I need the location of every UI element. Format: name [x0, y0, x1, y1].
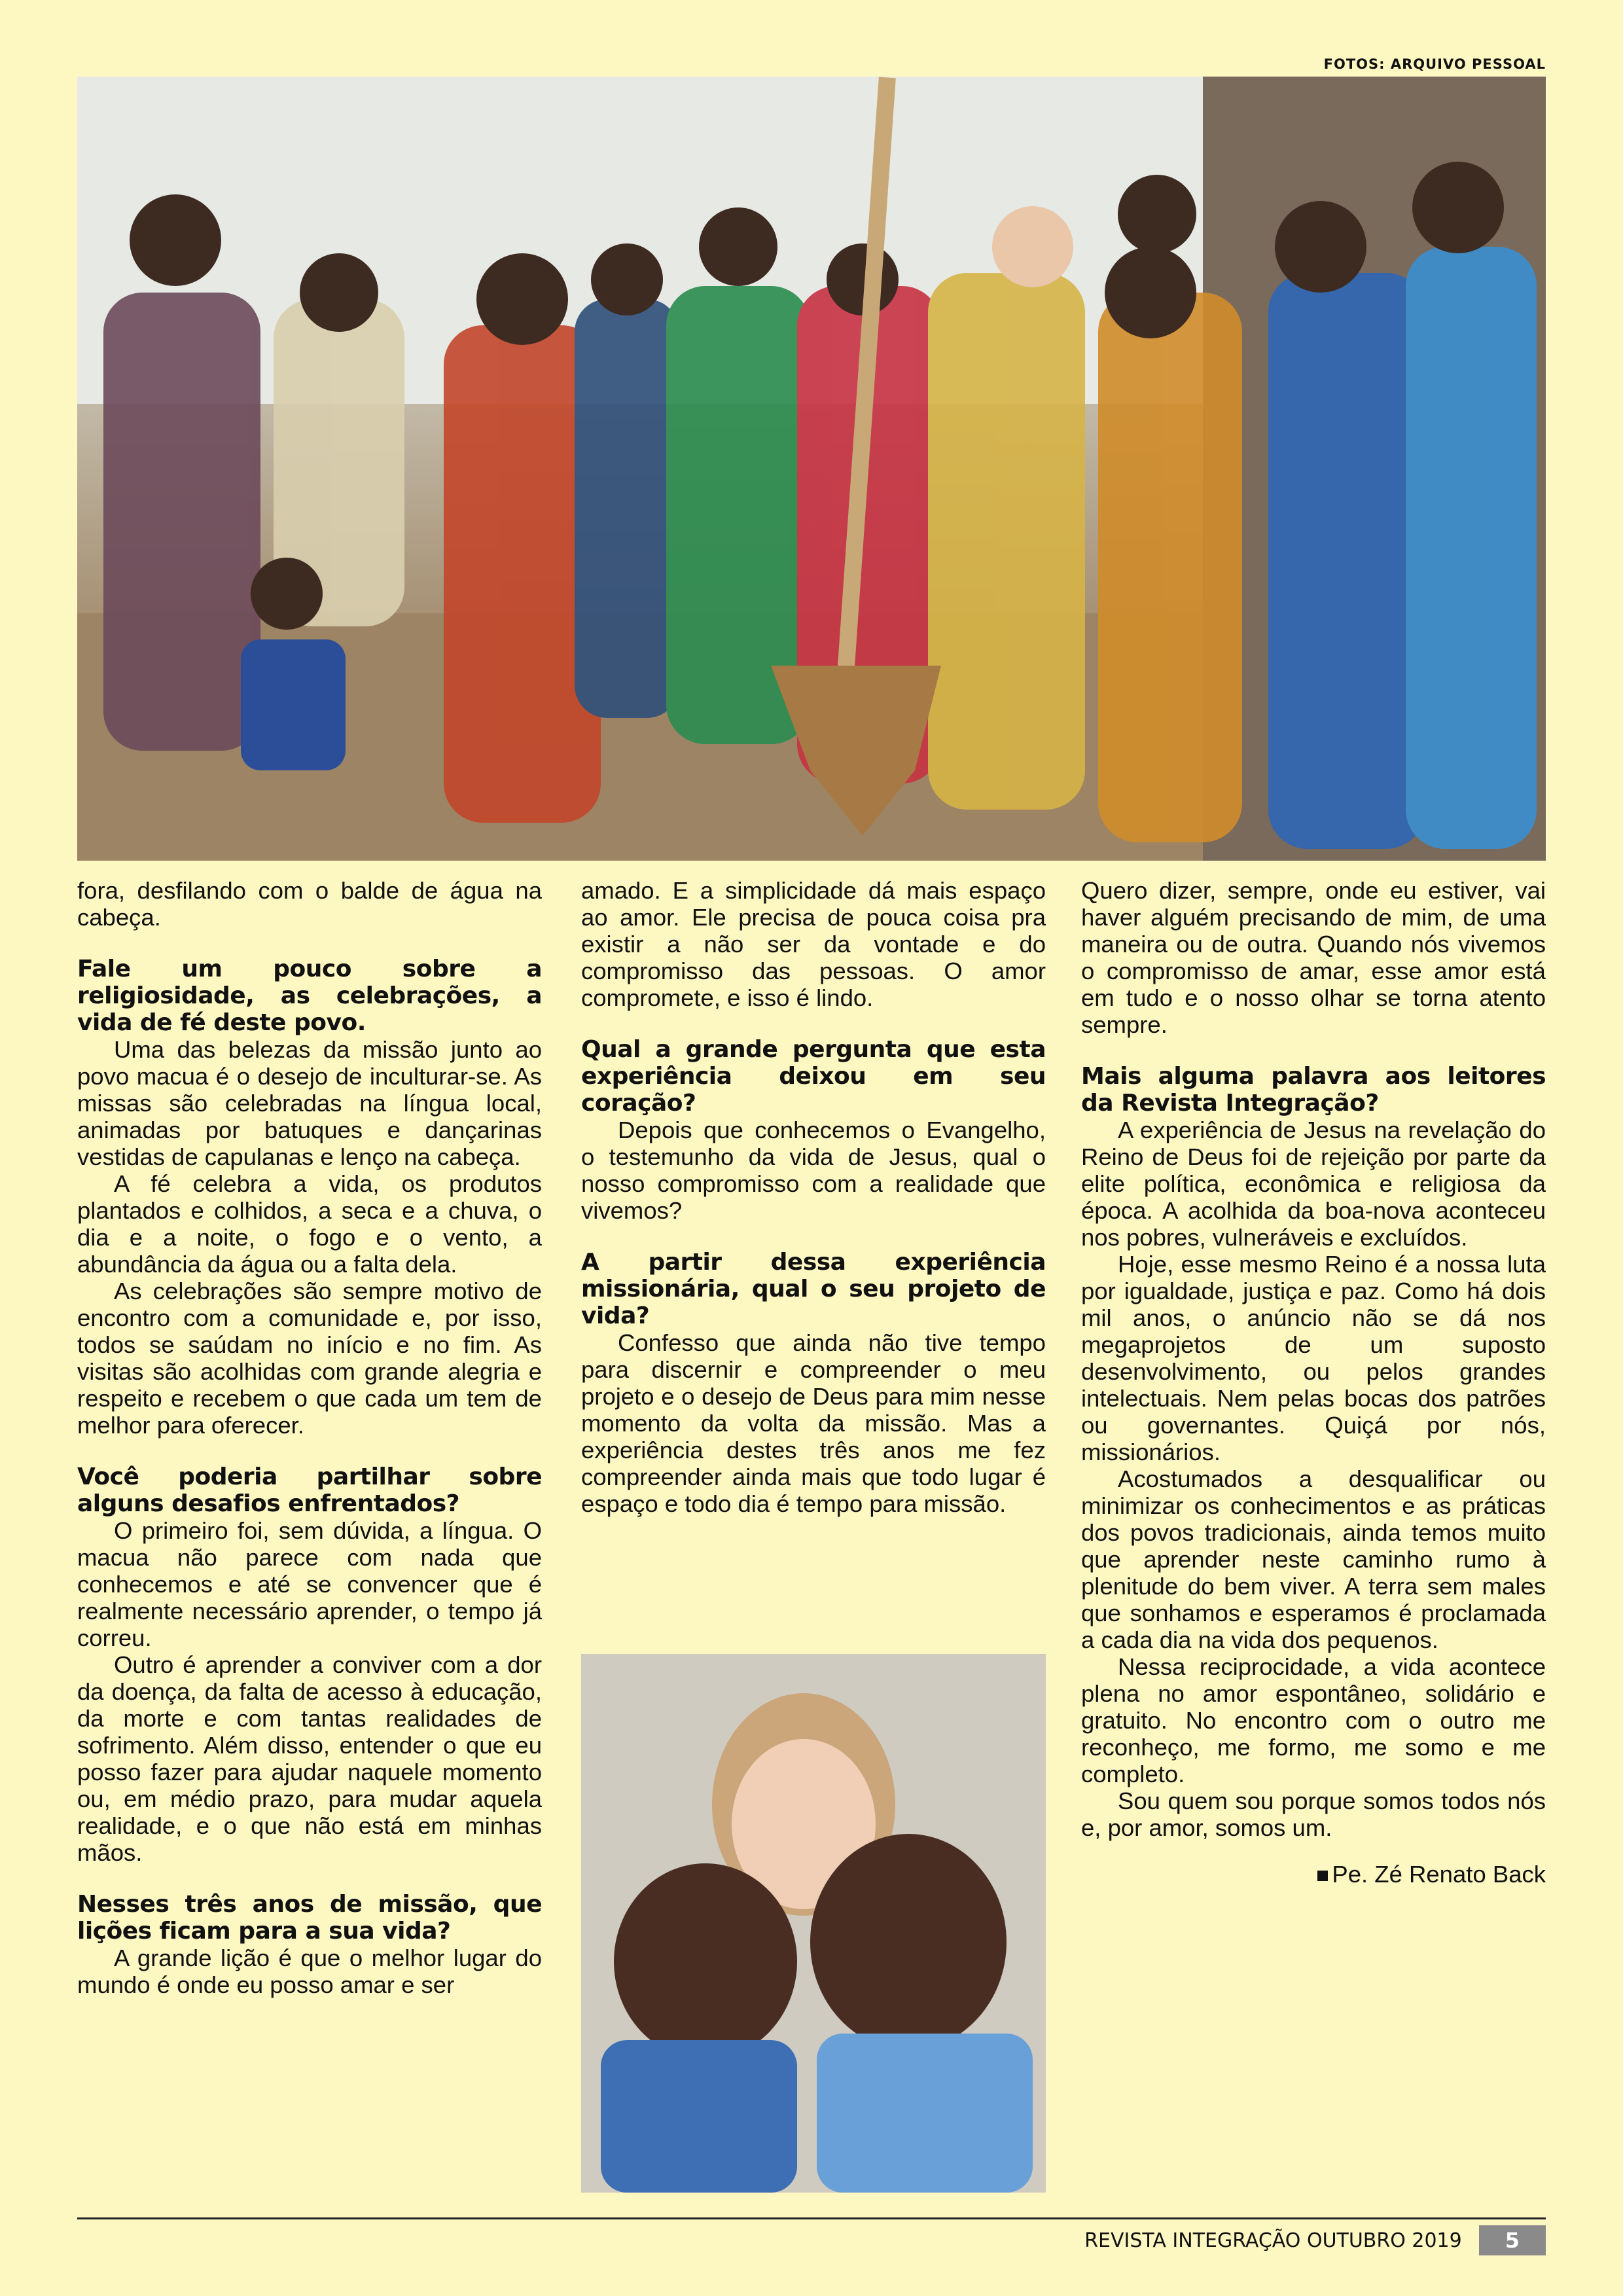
paragraph: Uma das belezas da missão junto ao povo macua é o desejo de inculturar-se. As missas são celebradas na língua local, animadas por batuques e dançarinas vestidas de capulanas e lenço na cabeça.	[77, 1036, 542, 1170]
photo-credit: FOTOS: ARQUIVO PESSOAL	[1323, 56, 1546, 72]
paragraph: Depois que conhecemos o Evangelho, o testemunho da vida de Jesus, qual o nosso compromisso com a realidade que vivemos?	[581, 1117, 1046, 1224]
group-photo	[77, 77, 1546, 861]
question-heading: Nesses três anos de missão, que lições ficam para a sua vida?	[77, 1891, 542, 1945]
question-heading: Fale um pouco sobre a religiosidade, as celebrações, a vida de fé deste povo.	[77, 956, 542, 1036]
magazine-issue: REVISTA INTEGRAÇÃO OUTUBRO 2019	[1084, 2229, 1462, 2252]
article-column-2	[581, 877, 1046, 1517]
page-number: 5	[1479, 2225, 1546, 2255]
question-heading: Você poderia partilhar sobre alguns desafios enfrentados?	[77, 1463, 542, 1517]
paragraph: A fé celebra a vida, os produtos plantados e colhidos, a seca e a chuva, o dia e a noite, o fogo e o vento, a abundância da água ou a falta dela.	[77, 1170, 542, 1278]
selfie-photo-illustration	[581, 1654, 1046, 2193]
paragraph: Sou quem sou porque somos todos nós e, por amor, somos um.	[1081, 1787, 1546, 1841]
question-heading: Mais alguma palavra aos leitores da Revista Integração?	[1081, 1063, 1546, 1117]
paragraph: Confesso que ainda não tive tempo para discernir e compreender o meu projeto e o desejo de Deus para mim nesse momento da volta da missão. Mas a experiência destes três anos me fez compreender ainda mais que todo lugar é espaço e todo dia é tempo para missão.	[581, 1329, 1046, 1517]
paragraph: fora, desfilando com o balde de água na cabeça.	[77, 877, 542, 931]
question-heading: Qual a grande pergunta que esta experiência deixou em seu coração?	[581, 1036, 1046, 1117]
article-column-3	[1081, 877, 1546, 1888]
footer-rule	[77, 2217, 1546, 2219]
paragraph: O primeiro foi, sem dúvida, a língua. O macua não parece com nada que conhecemos e até se convencer que é realmente necessário aprender, o tempo já correu.	[77, 1517, 542, 1651]
paragraph: amado. E a simplicidade dá mais espaço ao amor. Ele precisa de pouca coisa pra existir a não ser da vontade e do compromisso das pessoas. O amor compromete, e isso é lindo.	[581, 877, 1046, 1011]
paragraph: A experiência de Jesus na revelação do Reino de Deus foi de rejeição por parte da elite política, econômica e religiosa da época. A acolhida da boa-nova aconteceu nos pobres, vulneráveis e excluídos.	[1081, 1117, 1546, 1251]
paragraph: Acostumados a desqualificar ou minimizar os conhecimentos e as práticas dos povos tradicionais, ainda temos muito que aprender neste caminho rumo à plenitude do bem viver. A terra sem males que sonhamos e esperamos é proclamada a cada dia na vida dos pequenos.	[1081, 1465, 1546, 1653]
paragraph: A grande lição é que o melhor lugar do mundo é onde eu posso amar e ser	[77, 1945, 542, 1998]
author-name: Pe. Zé Renato Back	[1332, 1861, 1546, 1888]
group-photo-illustration	[77, 77, 1546, 861]
paragraph: Outro é aprender a conviver com a dor da doença, da falta de acesso à educação, da morte e com tantas realidades de sofrimento. Além disso, entender o que eu posso fazer para ajudar naquele momento ou, em médio prazo, para mudar aquela realidade, e o que não está em minhas mãos.	[77, 1651, 542, 1866]
paragraph: Hoje, esse mesmo Reino é a nossa luta por igualdade, justiça e paz. Como há dois mil anos, o anúncio não se dá nos megaprojetos de um suposto desenvolvimento, ou pelos grandes intelectuais. Nem pelas bocas dos patrões ou governantes. Quiçá por nós, missionários.	[1081, 1251, 1546, 1465]
article-column-1	[77, 877, 542, 1998]
question-heading: A partir dessa experiência missionária, qual o seu projeto de vida?	[581, 1249, 1046, 1329]
paragraph: Quero dizer, sempre, onde eu estiver, vai haver alguém precisando de mim, de uma maneira ou de outra. Quando nós vivemos o compromisso de amar, esse amor está em tudo e o nosso olhar se torna atento sempre.	[1081, 877, 1546, 1038]
square-bullet-icon	[1317, 1871, 1328, 1881]
selfie-photo	[581, 1654, 1046, 2193]
paragraph: As celebrações são sempre motivo de encontro com a comunidade e, por isso, todos se saúdam no início e no fim. As visitas são acolhidas com grande alegria e respeito e recebem o que cada um tem de melhor para oferecer.	[77, 1278, 542, 1439]
author-signature	[1081, 1861, 1546, 1888]
paragraph: Nessa reciprocidade, a vida acontece plena no amor espontâneo, solidário e gratuito. No encontro com o outro me reconheço, me formo, me somo e me completo.	[1081, 1653, 1546, 1787]
page-footer	[1084, 2225, 1546, 2255]
